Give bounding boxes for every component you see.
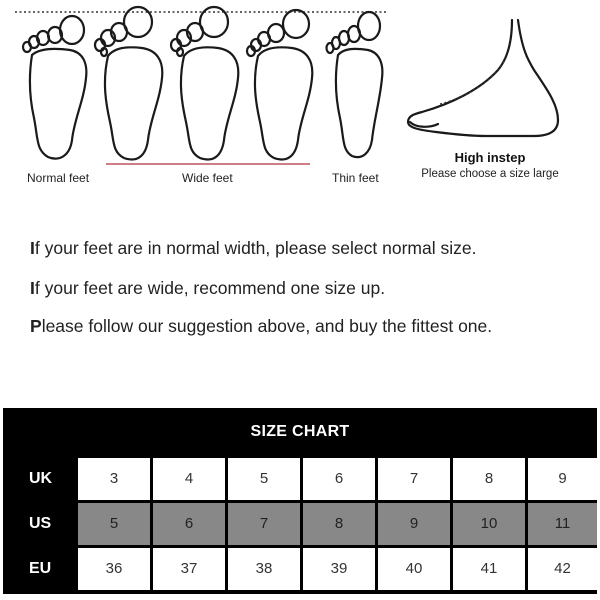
size-cell: 37 [153,548,225,590]
advice-initial: P [30,316,42,336]
thin-foot-drawing [327,12,383,157]
size-cell: 39 [303,548,375,590]
size-cell: 9 [378,503,450,545]
size-cell: 10 [453,503,525,545]
size-cell: 9 [528,458,597,500]
size-cell: 36 [78,548,150,590]
size-cell: 7 [228,503,300,545]
normal-feet-caption: Normal feet [27,171,90,185]
size-cell: 8 [303,503,375,545]
row-label-uk: UK [29,470,53,487]
advice-text: f your feet are wide, recommend one size up. [34,278,386,298]
advice-line-follow [30,316,492,337]
high-instep-title: High instep [454,150,526,165]
wide-foot-drawing-2 [171,7,238,159]
size-cell: 41 [453,548,525,590]
high-instep-note: Please choose a size large [421,168,559,180]
size-cell: 6 [153,503,225,545]
size-cell: 8 [453,458,525,500]
normal-foot-drawing [23,16,86,159]
size-cell: 7 [378,458,450,500]
advice-text: lease follow our suggestion above, and buy the fittest one. [41,316,493,336]
size-row-eu [3,548,597,590]
advice-initial: I [30,238,35,258]
row-label-us: US [29,515,52,532]
thin-feet-caption: Thin feet [332,171,379,185]
wide-feet-caption: Wide feet [182,171,233,185]
size-row-uk [3,458,597,500]
instep-arch-dashed-line [440,58,506,104]
size-chart-title: SIZE CHART [250,423,350,440]
high-instep-foot-drawing [408,20,558,136]
advice-line-wide [30,278,385,299]
size-cell: 38 [228,548,300,590]
size-cell: 40 [378,548,450,590]
size-cell: 3 [78,458,150,500]
size-row-us [3,503,597,545]
wide-foot-drawing-1 [95,7,162,159]
size-chart-table [3,408,597,594]
size-cell: 5 [228,458,300,500]
advice-initial: I [30,278,35,298]
advice-line-normal [30,238,476,259]
size-cell: 11 [528,503,597,545]
size-cell: 4 [153,458,225,500]
advice-text: f your feet are in normal width, please select normal size. [34,238,477,258]
size-cell: 42 [528,548,597,590]
size-cell: 6 [303,458,375,500]
wide-foot-drawing-3 [247,10,312,159]
size-cell: 5 [78,503,150,545]
row-label-eu: EU [29,560,52,577]
